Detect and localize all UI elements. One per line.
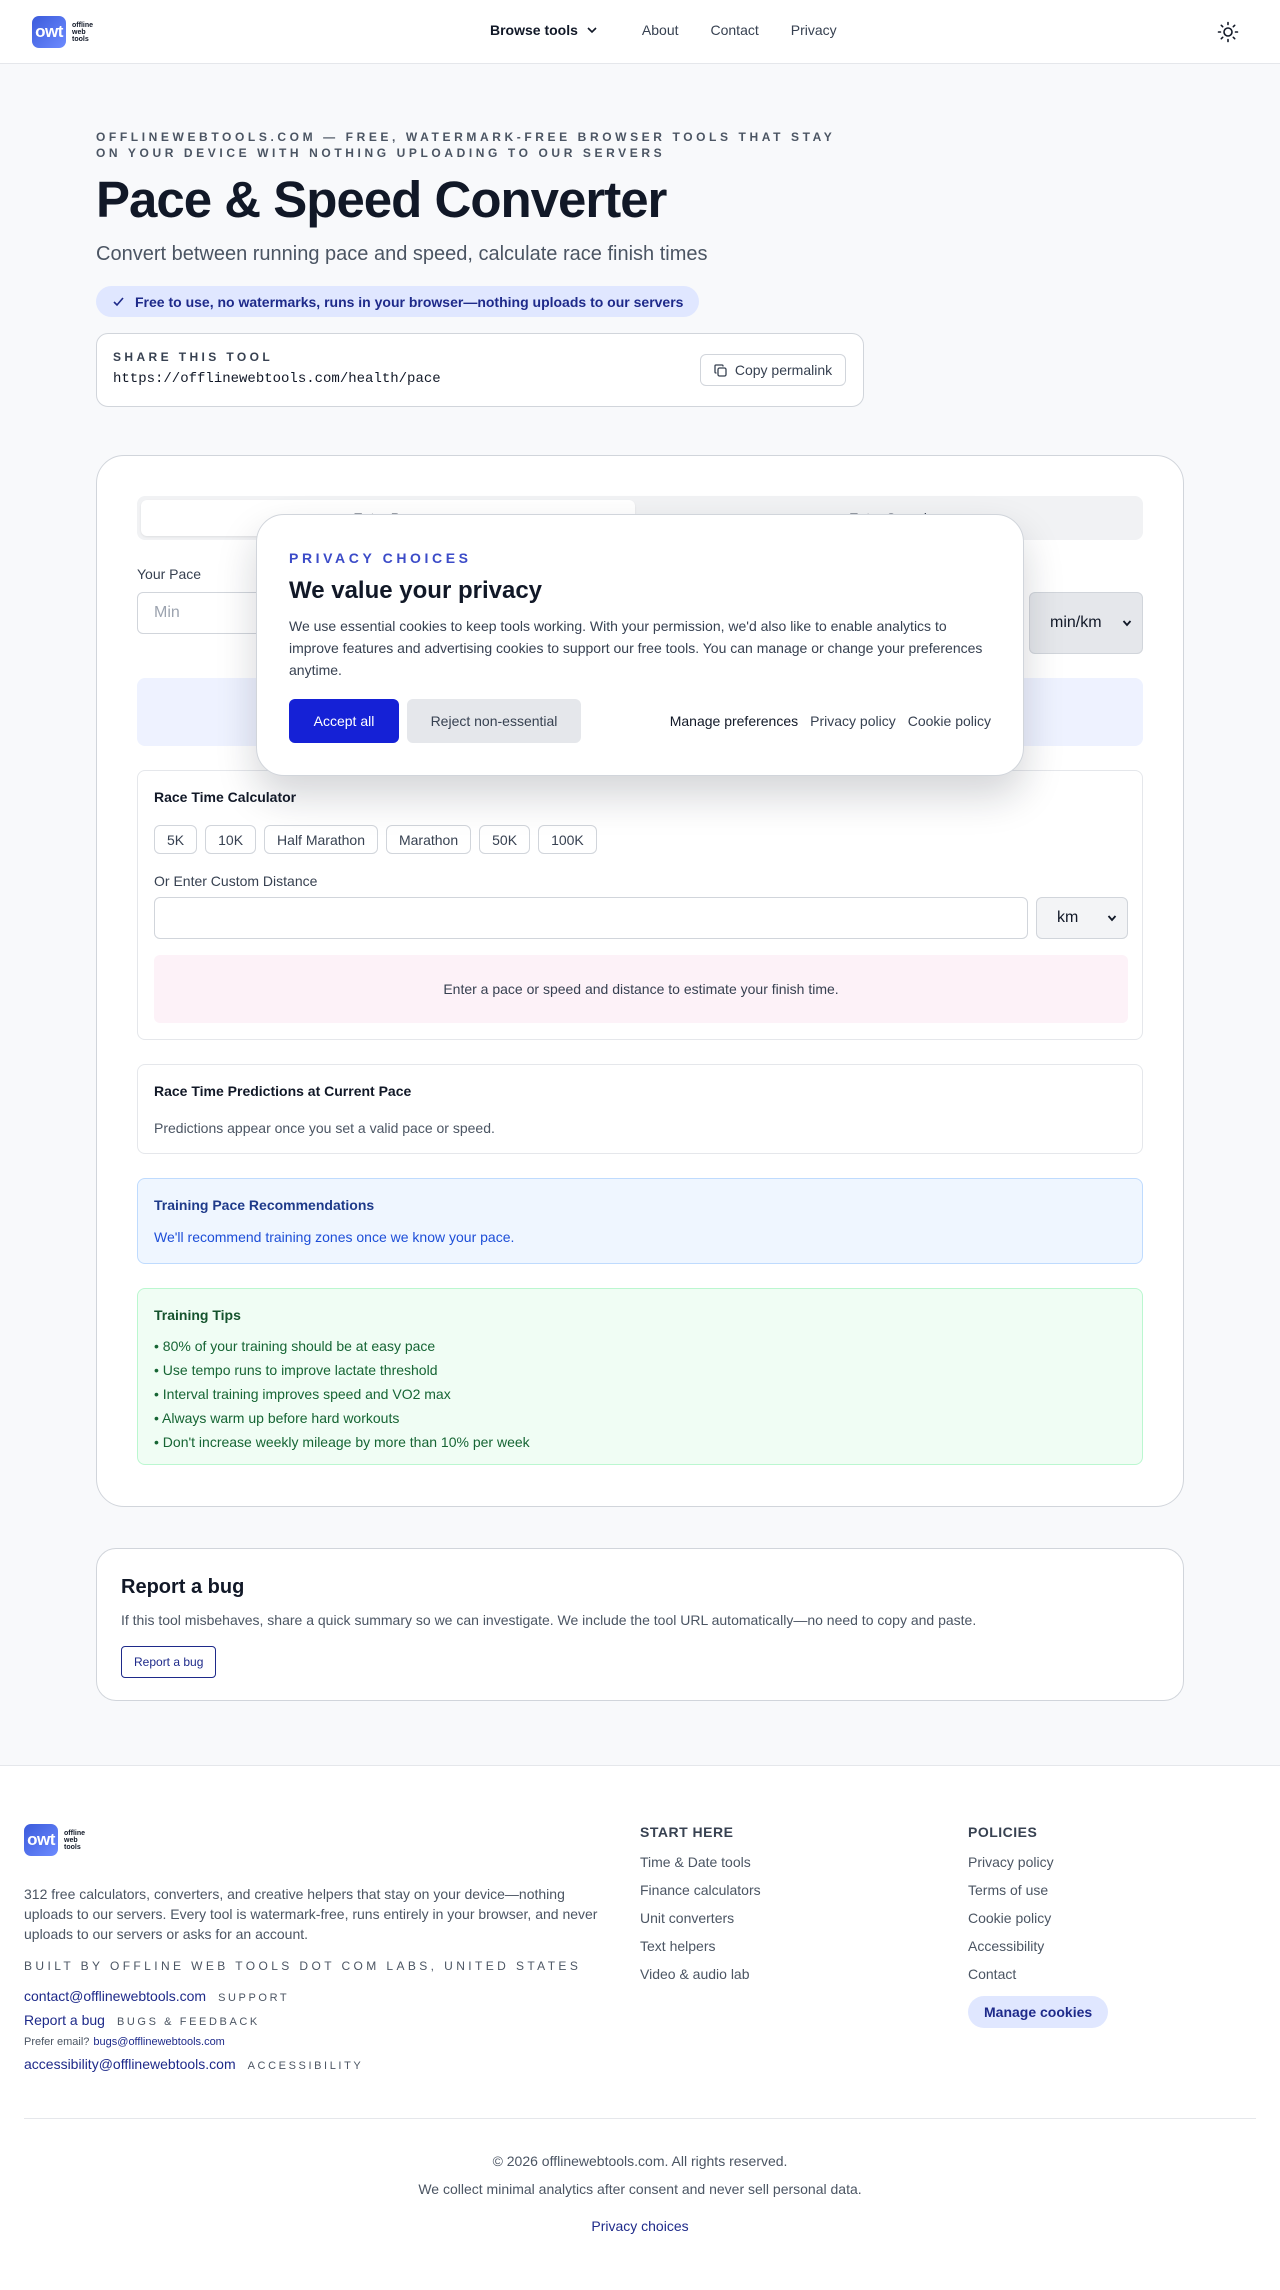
list-item: • Interval training improves speed and VO2 max — [154, 1386, 451, 1402]
pace-unit-select[interactable] — [1029, 592, 1143, 654]
share-card — [96, 333, 864, 407]
free-badge — [96, 286, 699, 317]
footer-built-by: BUILT BY OFFLINE WEB TOOLS DOT COM LABS, UNITED STATES — [24, 1959, 582, 1973]
distance-chip-marathon[interactable]: Marathon — [386, 825, 471, 854]
predictions-title: Race Time Predictions at Current Pace — [154, 1083, 412, 1099]
distance-chip-half-marathon[interactable]: Half Marathon — [264, 825, 378, 854]
report-bug-link[interactable]: Report a bug — [24, 2012, 105, 2028]
site-tagline: OFFLINEWEBTOOLS.COM — FREE, WATERMARK-FREE BROWSER TOOLS THAT STAY ON YOUR DEVICE WITH NOTHING UPLOADING TO OUR SERVERS — [96, 130, 836, 160]
distance-chip-50k[interactable]: 50K — [479, 825, 530, 854]
list-item: • Use tempo runs to improve lactate threshold — [154, 1362, 438, 1378]
training-pace-title: Training Pace Recommendations — [154, 1197, 375, 1213]
bugs-feedback-tag: BUGS & FEEDBACK — [116, 2016, 260, 2028]
share-label: SHARE THIS TOOL — [113, 350, 274, 364]
footer-contact-accessibility — [24, 2056, 363, 2072]
pace-unit-value: min/km — [1050, 614, 1102, 631]
training-tips-panel — [137, 1288, 1143, 1465]
distance-chip-100k[interactable]: 100K — [538, 825, 597, 854]
report-bug-card — [96, 1548, 1184, 1701]
accept-all-button[interactable]: Accept all — [289, 699, 399, 743]
predictions-text: Predictions appear once you set a valid pace or speed. — [154, 1120, 495, 1136]
share-url: https://offlinewebtools.com/health/pace — [113, 371, 441, 387]
footer-copyright: © 2026 offlinewebtools.com. All rights reserved. — [492, 2153, 788, 2169]
distance-unit-select[interactable] — [1036, 897, 1128, 939]
privacy-links — [670, 713, 991, 729]
logo-mark: owt — [32, 16, 66, 48]
site-header — [0, 0, 1280, 64]
privacy-body: We use essential cookies to keep tools working. With your permission, we'd also like to enable analytics to improve features and advertising cookies to support our free tools. You can manage or change your preferences anytime. — [289, 618, 983, 678]
page-subtitle: Convert between running pace and speed, calculate race finish times — [96, 243, 708, 265]
footer-analytics-note: We collect minimal analytics after consent and never sell personal data. — [418, 2181, 862, 2197]
list-item: • Always warm up before hard workouts — [154, 1410, 400, 1426]
site-footer — [0, 1765, 1280, 2290]
finish-time-message: Enter a pace or speed and distance to estimate your finish time. — [154, 955, 1128, 1023]
copy-icon — [714, 364, 727, 377]
privacy-consent-dialog — [256, 514, 1024, 776]
footer-policies — [968, 1824, 1108, 2028]
chevron-down-icon — [1122, 618, 1132, 628]
race-calculator-title: Race Time Calculator — [154, 789, 297, 805]
training-pace-panel — [137, 1178, 1143, 1264]
logo-text: offline web tools — [72, 21, 93, 43]
privacy-title: We value your privacy — [289, 577, 543, 604]
privacy-policy-link[interactable]: Privacy policy — [810, 713, 896, 729]
pace-minutes-input[interactable]: Min — [137, 592, 297, 634]
footer-link-terms[interactable]: Terms of use — [968, 1882, 1049, 1898]
footer-link-text-helpers[interactable]: Text helpers — [640, 1938, 716, 1954]
footer-contact-bugs — [24, 2012, 260, 2028]
footer-link-time-date[interactable]: Time & Date tools — [640, 1854, 751, 1870]
report-bug-description: If this tool misbehaves, share a quick summary so we can investigate. We include the tool URL automatically—no need to copy and paste. — [121, 1612, 977, 1628]
chevron-down-icon — [586, 24, 598, 36]
page-title: Pace & Speed Converter — [96, 171, 667, 228]
training-tips-list — [154, 1334, 530, 1454]
custom-distance-input[interactable] — [154, 897, 1028, 939]
footer-link-unit-converters[interactable]: Unit converters — [640, 1910, 735, 1926]
distance-chip-5k[interactable]: 5K — [154, 825, 197, 854]
distance-unit-value: km — [1057, 909, 1079, 926]
training-pace-text: We'll recommend training zones once we know your pace. — [154, 1229, 515, 1245]
start-here-heading: START HERE — [640, 1824, 734, 1840]
browse-tools-menu[interactable] — [490, 22, 598, 38]
free-badge-text: Free to use, no watermarks, runs in your browser—nothing uploads to our servers — [135, 293, 684, 310]
support-tag: SUPPORT — [218, 1992, 290, 2004]
distance-chips — [154, 825, 597, 854]
footer-description: 312 free calculators, converters, and creative helpers that stay on your device—nothing uploads to our servers. Every tool is watermark-free, runs entirely in your browser, and never uploads to our servers or asks for an account. — [24, 1886, 598, 1942]
theme-toggle-button[interactable] — [1216, 20, 1240, 44]
accessibility-tag: ACCESSIBILITY — [247, 2060, 364, 2072]
list-item: • Don't increase weekly mileage by more than 10% per week — [154, 1434, 530, 1450]
support-email-link[interactable]: contact@offlinewebtools.com — [24, 1988, 207, 2004]
check-icon — [112, 295, 125, 308]
manage-preferences-link[interactable]: Manage preferences — [669, 713, 799, 729]
bugs-email-link[interactable]: bugs@offlinewebtools.com — [93, 2036, 225, 2048]
footer-divider — [24, 2118, 1256, 2119]
nav-about[interactable]: About — [641, 22, 679, 38]
privacy-eyebrow: PRIVACY CHOICES — [289, 550, 472, 566]
distance-chip-10k[interactable]: 10K — [205, 825, 256, 854]
main-nav — [490, 22, 869, 38]
footer-contact-support — [24, 1988, 289, 2004]
nav-contact[interactable]: Contact — [710, 22, 759, 38]
footer-link-contact[interactable]: Contact — [968, 1966, 1017, 1982]
copy-permalink-label: Copy permalink — [734, 362, 833, 378]
manage-cookies-button[interactable]: Manage cookies — [968, 1996, 1108, 2028]
policies-heading: POLICIES — [968, 1824, 1038, 1840]
logo-text: offline web tools — [64, 1829, 85, 1851]
browse-tools-label: Browse tools — [490, 22, 578, 38]
accessibility-email-link[interactable]: accessibility@offlinewebtools.com — [24, 2056, 236, 2072]
footer-start-here — [640, 1824, 761, 1994]
race-time-calculator — [137, 770, 1143, 1040]
pace-label: Your Pace — [137, 566, 202, 582]
chevron-down-icon — [1107, 913, 1117, 923]
footer-link-cookie-policy[interactable]: Cookie policy — [968, 1910, 1052, 1926]
prefer-email-label: Prefer email? — [24, 2036, 90, 2048]
footer-privacy-choices-link[interactable]: Privacy choices — [591, 2218, 689, 2234]
footer-link-finance[interactable]: Finance calculators — [640, 1882, 761, 1898]
custom-distance-label: Or Enter Custom Distance — [154, 873, 318, 889]
footer-prefer-email — [24, 2036, 225, 2048]
logo[interactable] — [32, 16, 102, 48]
copy-permalink-button[interactable] — [700, 354, 846, 386]
nav-privacy[interactable]: Privacy — [790, 22, 837, 38]
footer-link-video-audio[interactable]: Video & audio lab — [640, 1966, 750, 1982]
logo-mark: owt — [24, 1824, 58, 1856]
training-tips-title: Training Tips — [154, 1307, 241, 1323]
race-predictions-panel — [137, 1064, 1143, 1154]
report-bug-button[interactable]: Report a bug — [121, 1646, 216, 1678]
footer-link-privacy-policy[interactable]: Privacy policy — [968, 1854, 1054, 1870]
sun-icon — [1216, 20, 1240, 44]
cookie-policy-link[interactable]: Cookie policy — [907, 713, 991, 729]
report-bug-title: Report a bug — [121, 1576, 245, 1598]
list-item: • 80% of your training should be at easy pace — [154, 1338, 436, 1354]
reject-non-essential-button[interactable]: Reject non-essential — [407, 699, 581, 743]
footer-link-accessibility[interactable]: Accessibility — [968, 1938, 1045, 1954]
footer-logo[interactable] — [24, 1824, 94, 1856]
